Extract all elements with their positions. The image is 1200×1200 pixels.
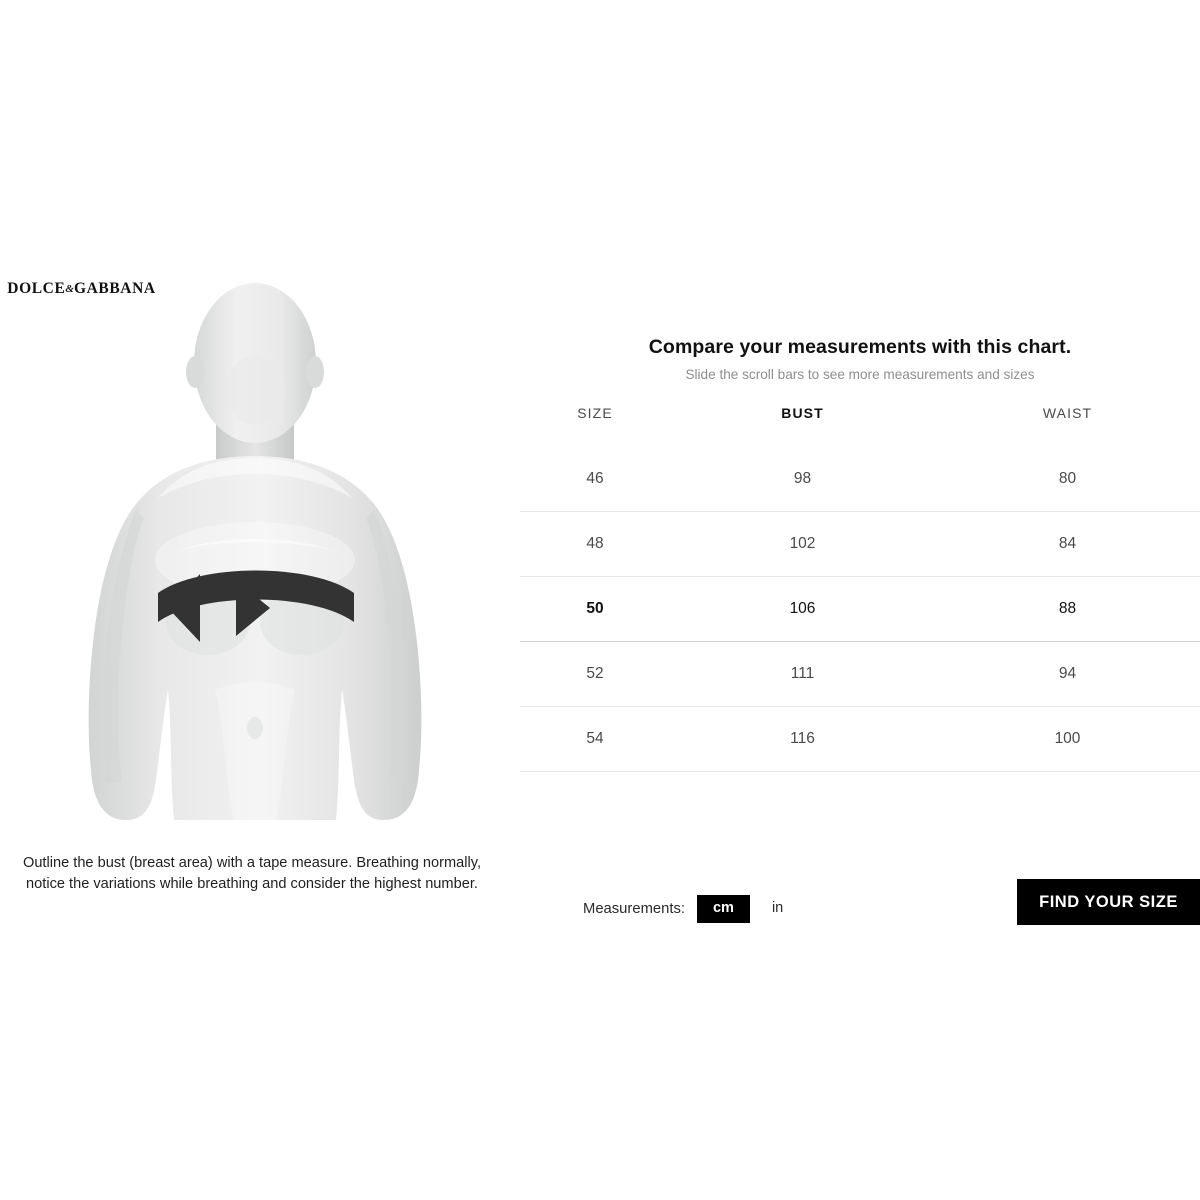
cell-waist: 80 (935, 447, 1200, 512)
unit-in-button[interactable]: in (771, 900, 784, 916)
brand-name-part1: DOLCE (7, 280, 66, 297)
size-chart-panel (520, 336, 1200, 772)
bust-illustration-panel (0, 250, 500, 930)
cell-bust: 102 (670, 512, 935, 577)
cell-waist: 100 (935, 707, 1200, 772)
chart-subtitle: Slide the scroll bars to see more measurements and sizes (685, 367, 1035, 382)
size-chart-table (520, 404, 1200, 772)
cell-bust: 98 (670, 447, 935, 512)
table-header-row (520, 404, 1200, 447)
table-row-selected[interactable] (520, 577, 1200, 642)
cell-waist: 94 (935, 642, 1200, 707)
chart-title: Compare your measurements with this chart. (648, 336, 1072, 358)
column-header-bust[interactable]: BUST (781, 405, 824, 421)
cell-size: 48 (520, 512, 670, 577)
brand-ampersand: & (65, 283, 74, 295)
cell-size: 46 (520, 447, 670, 512)
female-mannequin-illustration (40, 260, 470, 835)
cell-size: 52 (520, 642, 670, 707)
measurements-label: Measurements: (583, 900, 685, 917)
table-row[interactable] (520, 512, 1200, 577)
cell-bust: 106 (670, 577, 935, 642)
unit-cm-button[interactable]: cm (697, 895, 750, 923)
brand-name-part2: GABBANA (73, 280, 156, 297)
cell-bust: 116 (670, 707, 935, 772)
table-row[interactable] (520, 447, 1200, 512)
table-row[interactable] (520, 642, 1200, 707)
cell-waist: 84 (935, 512, 1200, 577)
column-header-waist[interactable]: WAIST (1042, 405, 1093, 421)
column-header-size[interactable]: SIZE (577, 405, 613, 421)
cell-size: 50 (520, 577, 670, 642)
cell-size: 54 (520, 707, 670, 772)
find-your-size-button[interactable]: FIND YOUR SIZE (1017, 879, 1200, 925)
table-row[interactable] (520, 707, 1200, 772)
cell-bust: 111 (670, 642, 935, 707)
measurement-unit-switch (583, 895, 799, 923)
bust-instruction-caption: Outline the bust (breast area) with a tape measure. Breathing normally, notice the variations while breathing and consider the highest number. (22, 855, 482, 892)
cell-waist: 88 (935, 577, 1200, 642)
